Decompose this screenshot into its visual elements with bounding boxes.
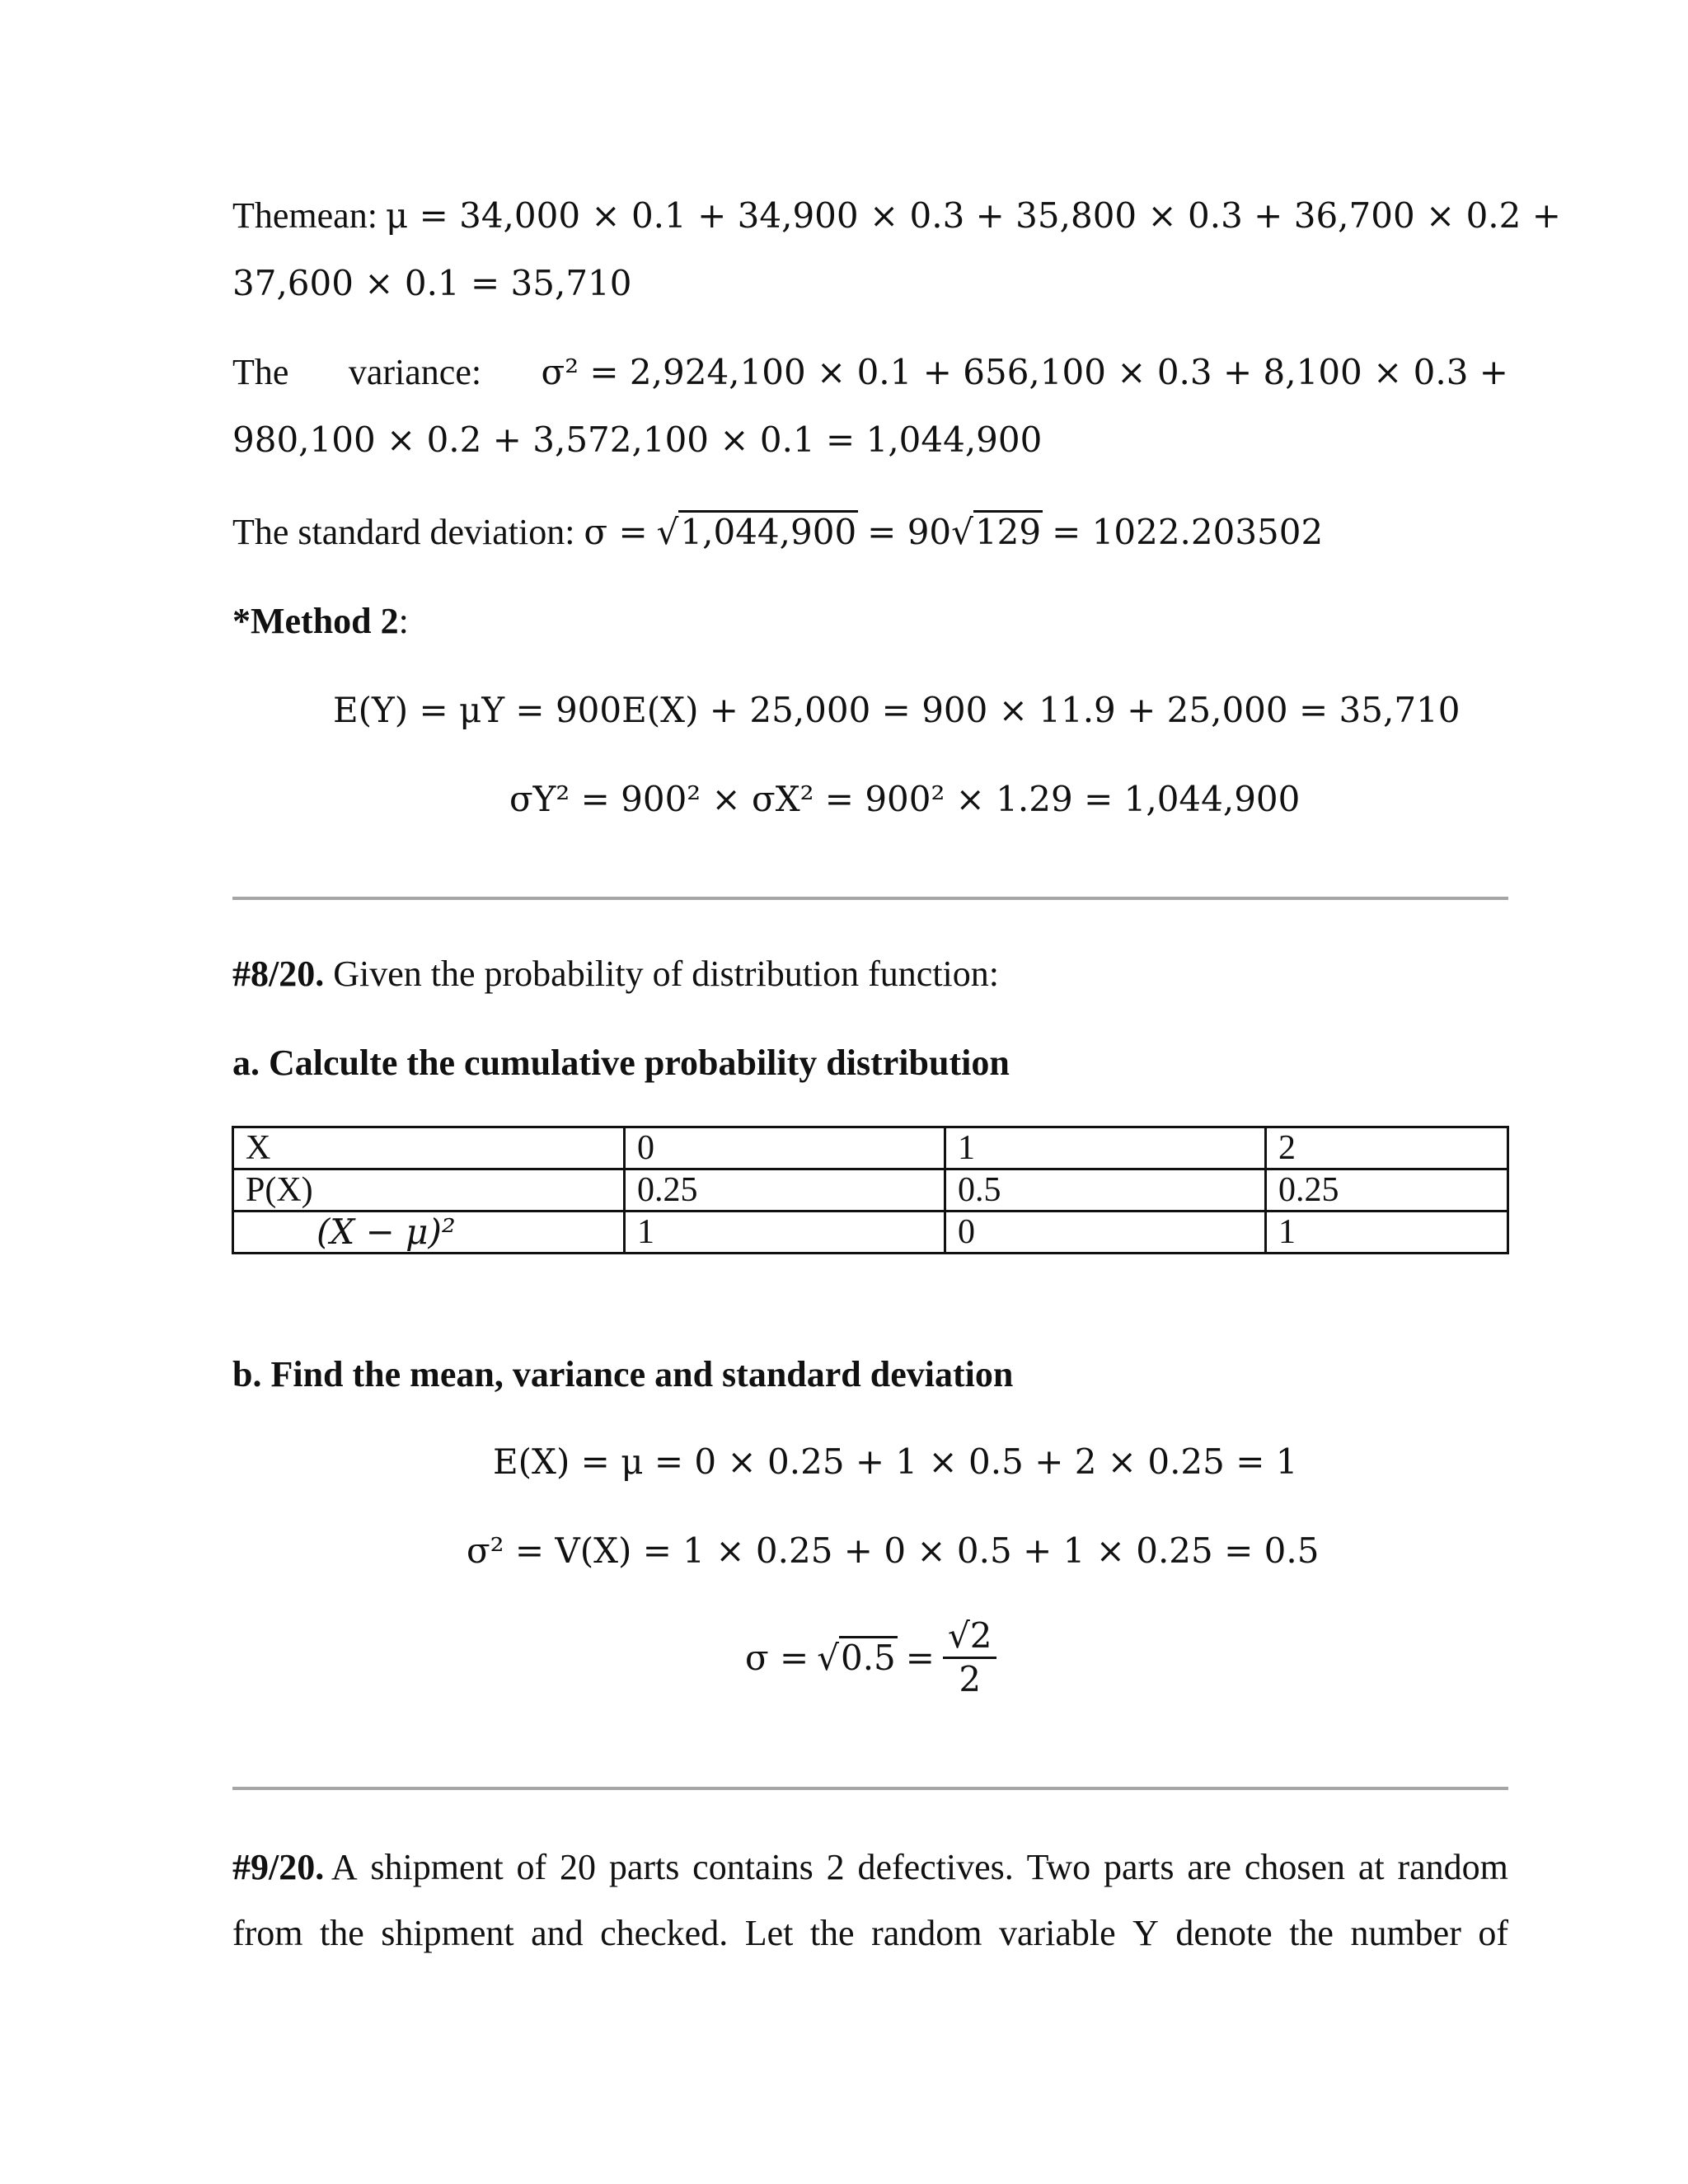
q9-word: from	[232, 1913, 303, 1953]
table-cell: 0	[625, 1127, 945, 1169]
q9-word: and	[531, 1913, 584, 1953]
q8-part-b: b. Find the mean, variance and standard deviation	[232, 1354, 1014, 1394]
variance-equation-line-2: 980,100 × 0.2 + 3,572,100 × 0.1 = 1,044,900	[232, 419, 1043, 460]
mean-line-1	[232, 193, 1561, 239]
std-sqrt-arg-2: 129	[974, 512, 1042, 552]
variance-label-the: The	[232, 352, 289, 392]
q9-word: 20	[560, 1847, 597, 1887]
divider-1	[232, 897, 1508, 900]
q9-word: random	[871, 1913, 982, 1953]
q8-eq-mean: E(X) = μ = 0 × 0.25 + 1 × 0.5 + 2 × 0.25 = 1	[493, 1441, 1298, 1482]
q9-word: variable	[998, 1913, 1116, 1953]
table-row	[233, 1169, 1508, 1212]
variance-equation-line-1: σ² = 2,924,100 × 0.1 + 656,100 × 0.3 + 8,100 × 0.3 +	[541, 352, 1508, 392]
q9-word: Two	[1026, 1847, 1091, 1887]
q9-line-2	[232, 1910, 1508, 1957]
q9-line-1-head	[232, 1844, 358, 1891]
q9-word: Y	[1132, 1913, 1159, 1953]
std-sqrt-1: √1,044,900	[656, 512, 857, 552]
method2-heading-line	[232, 598, 409, 644]
q9-word: parts	[608, 1847, 680, 1887]
method2-eq1: E(Y) = μY = 900E(X) + 25,000 = 900 × 11.9 + 25,000 = 35,710	[333, 690, 1461, 730]
q9-word: parts	[1104, 1847, 1175, 1887]
table-cell: P(X)	[233, 1169, 625, 1212]
q9-word: 2	[826, 1847, 845, 1887]
q8-std-frac-num: √2	[943, 1615, 996, 1659]
q9-word: the	[320, 1913, 364, 1953]
variance-label: variance:	[348, 352, 482, 392]
q9-word: random	[1397, 1847, 1508, 1887]
table-cell: X	[233, 1127, 625, 1169]
table-cell: 0.25	[625, 1169, 945, 1212]
mean-label-the: The	[232, 195, 289, 236]
std-sqrt-2: √129	[951, 512, 1042, 552]
q8-part-b-line	[232, 1352, 1013, 1398]
q8-part-a: a. Calculte the cumulative probability distribution	[232, 1043, 1010, 1083]
table-cell: 1	[625, 1212, 945, 1254]
probability-table	[232, 1126, 1509, 1254]
q9-word: are	[1187, 1847, 1232, 1887]
q9-word: number	[1350, 1913, 1461, 1953]
q9-word: at	[1357, 1847, 1385, 1887]
table-row	[233, 1212, 1508, 1254]
q8-prompt	[232, 951, 999, 997]
q8-eq-std	[745, 1615, 996, 1700]
std-sigma: σ =	[584, 512, 648, 552]
table-cell: 1	[1266, 1212, 1508, 1254]
std-line	[232, 509, 1323, 555]
table-cell: 2	[1266, 1127, 1508, 1169]
q9-word: Let	[744, 1913, 794, 1953]
table-cell: (X − μ)²	[233, 1212, 625, 1254]
q9-word: the	[1289, 1913, 1334, 1953]
table-cell: 0.5	[945, 1169, 1266, 1212]
mean-equation-line-2: 37,600 × 0.1 = 35,710	[232, 263, 632, 303]
q8-std-left: σ =	[745, 1637, 809, 1678]
mean-label: mean:	[288, 195, 377, 236]
q9-word: denote	[1175, 1913, 1273, 1953]
q9-word: of	[516, 1847, 547, 1887]
table-row	[233, 1127, 1508, 1169]
q9-word: of	[1478, 1913, 1508, 1953]
q8-text: Given the probability of distribution function:	[324, 954, 1000, 994]
std-mid: = 90	[867, 512, 952, 552]
q8-std-frac-den: 2	[959, 1659, 982, 1699]
method2-eq2: σY² = 900² × σX² = 900² × 1.29 = 1,044,900	[509, 779, 1301, 819]
q8-std-sqrt-arg: 0.5	[840, 1637, 896, 1678]
variance-line-1	[232, 349, 1508, 396]
method2-heading: *Method 2	[232, 601, 399, 641]
q8-std-fraction	[943, 1615, 996, 1700]
mean-equation-line-1: μ = 34,000 × 0.1 + 34,900 × 0.3 + 35,800 × 0.3 + 36,700 × 0.2 +	[385, 195, 1561, 236]
std-sqrt-arg: 1,044,900	[680, 512, 857, 552]
table-cell: 1	[945, 1127, 1266, 1169]
q9-number: #9/20.	[232, 1847, 325, 1887]
q9-word: defectives.	[857, 1847, 1014, 1887]
q8-number: #8/20.	[232, 954, 325, 994]
table-cell: 0	[945, 1212, 1266, 1254]
q9-word: shipment	[381, 1913, 514, 1953]
q9-line-1	[232, 1844, 1508, 1891]
q9-word: contains	[692, 1847, 814, 1887]
q9-word: shipment	[370, 1847, 504, 1887]
q9-word: A	[331, 1847, 358, 1887]
q8-std-equals: =	[905, 1637, 935, 1678]
std-result: = 1022.203502	[1052, 512, 1324, 552]
q9-word: the	[809, 1913, 855, 1953]
q8-eq-var: σ² = V(X) = 1 × 0.25 + 0 × 0.5 + 1 × 0.25 = 0.5	[467, 1530, 1320, 1571]
std-label: The standard deviation:	[232, 512, 575, 552]
q9-word: chosen	[1244, 1847, 1346, 1887]
table-cell: 0.25	[1266, 1169, 1508, 1212]
q8-part-a-line	[232, 1040, 1010, 1086]
method2-colon: :	[398, 601, 409, 641]
divider-2	[232, 1787, 1508, 1790]
q9-word: checked.	[600, 1913, 729, 1953]
q8-std-sqrt: √0.5	[817, 1637, 896, 1678]
